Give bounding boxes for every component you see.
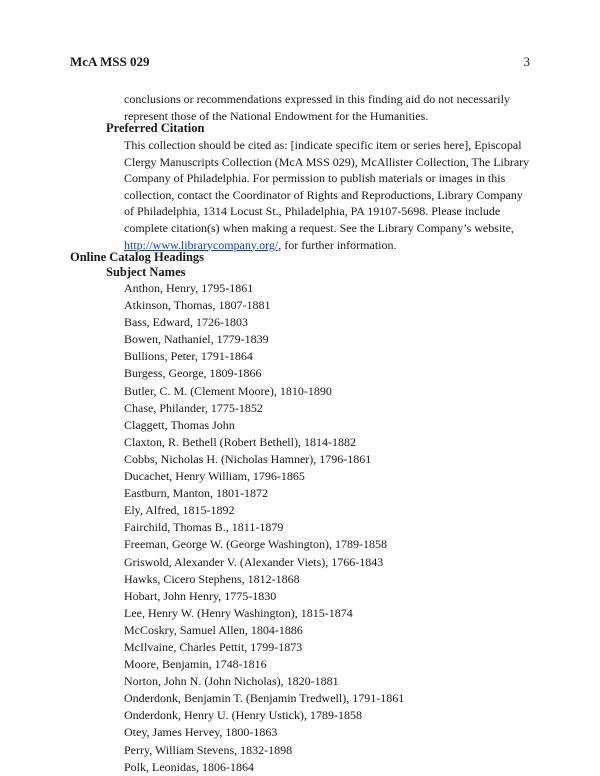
preferred-citation-heading: Preferred Citation (106, 121, 205, 135)
subject-name-item: Ducachet, Henry William, 1796-1865 (124, 469, 305, 484)
subject-name-item: McIlvaine, Charles Pettit, 1799-1873 (124, 639, 303, 654)
library-company-website-link[interactable]: http://www.librarycompany.org/ (124, 237, 279, 252)
subject-name-item: Hawks, Cicero Stephens, 1812-1868 (124, 571, 300, 586)
subject-name-item: Atkinson, Thomas, 1807-1881 (124, 298, 271, 313)
subject-name-item: Butler, C. M. (Clement Moore), 1810-1890 (124, 383, 332, 398)
subject-name-item: Fairchild, Thomas B., 1811-1879 (124, 520, 284, 535)
subject-name-item: Claggett, Thomas John (124, 417, 235, 432)
subject-name-item: Norton, John N. (John Nicholas), 1820-1881 (124, 674, 339, 689)
subject-name-item: Lee, Henry W. (Henry Washington), 1815-1874 (124, 605, 353, 620)
text-line: collection, contact the Coordinator of Rights and Reproductions, Library Company (124, 187, 523, 202)
subject-names-heading: Subject Names (106, 265, 186, 279)
subject-name-item: Chase, Philander, 1775-1852 (124, 400, 263, 415)
subject-name-item: Bowen, Nathaniel, 1779-1839 (124, 332, 269, 347)
online-catalog-headings-heading: Online Catalog Headings (70, 250, 205, 264)
text-line: Clergy Manuscripts Collection (McA MSS 029), McAllister Collection, The Library (124, 154, 530, 169)
subject-name-item: Claxton, R. Bethell (Robert Bethell), 1814-1882 (124, 434, 356, 449)
text-line: of Philadelphia, 1314 Locust St., Philadelphia, PA 19107-5698. Please include (124, 204, 501, 219)
subject-name-item: Eastburn, Manton, 1801-1872 (124, 486, 268, 501)
subject-name-item: Otey, James Hervey, 1800-1863 (124, 725, 278, 740)
continuation-paragraph (124, 91, 544, 124)
subject-name-item: Bullions, Peter, 1791-1864 (124, 349, 253, 364)
page-number: 3 (523, 54, 530, 69)
subject-name-item: Burgess, George, 1809-1866 (124, 366, 262, 381)
subject-name-item: Hobart, John Henry, 1775-1830 (124, 588, 277, 603)
text-line: complete citation(s) when making a request. See the Library Company’s website, (124, 220, 514, 235)
preferred-citation-paragraph (124, 137, 544, 253)
text-line: represent those of the National Endowment for the Humanities. (124, 108, 429, 123)
subject-name-item: Cobbs, Nicholas H. (Nicholas Hamner), 1796-1861 (124, 451, 372, 466)
subject-names-list (124, 280, 404, 776)
text-line: conclusions or recommendations expressed in this finding aid do not necessarily (124, 92, 510, 106)
text-line: This collection should be cited as: [indicate specific item or series here], Episcopal (124, 138, 522, 152)
text-line: Company of Philadelphia. For permission to publish materials or images in this (124, 171, 506, 186)
subject-name-item: Perry, William Stevens, 1832-1898 (124, 742, 293, 757)
subject-name-item: Anthon, Henry, 1795-1861 (124, 281, 254, 295)
page-header (70, 54, 530, 70)
subject-name-item: Griswold, Alexander V. (Alexander Viets), 1766-1843 (124, 554, 384, 569)
subject-name-item: Onderdonk, Benjamin T. (Benjamin Tredwell), 1791-1861 (124, 691, 405, 706)
subject-name-item: Freeman, George W. (George Washington), 1789-1858 (124, 537, 387, 552)
subject-name-item: Onderdonk, Henry U. (Henry Ustick), 1789-1858 (124, 708, 362, 723)
link-trailing-text: , for further information. (278, 237, 397, 252)
subject-name-item: Polk, Leonidas, 1806-1864 (124, 759, 254, 774)
subject-name-item: Moore, Benjamin, 1748-1816 (124, 657, 267, 672)
subject-name-item: Ely, Alfred, 1815-1892 (124, 503, 235, 518)
collection-id: McA MSS 029 (70, 54, 150, 69)
subject-name-item: McCoskry, Samuel Allen, 1804-1886 (124, 622, 303, 637)
subject-name-item: Bass, Edward, 1726-1803 (124, 315, 248, 330)
